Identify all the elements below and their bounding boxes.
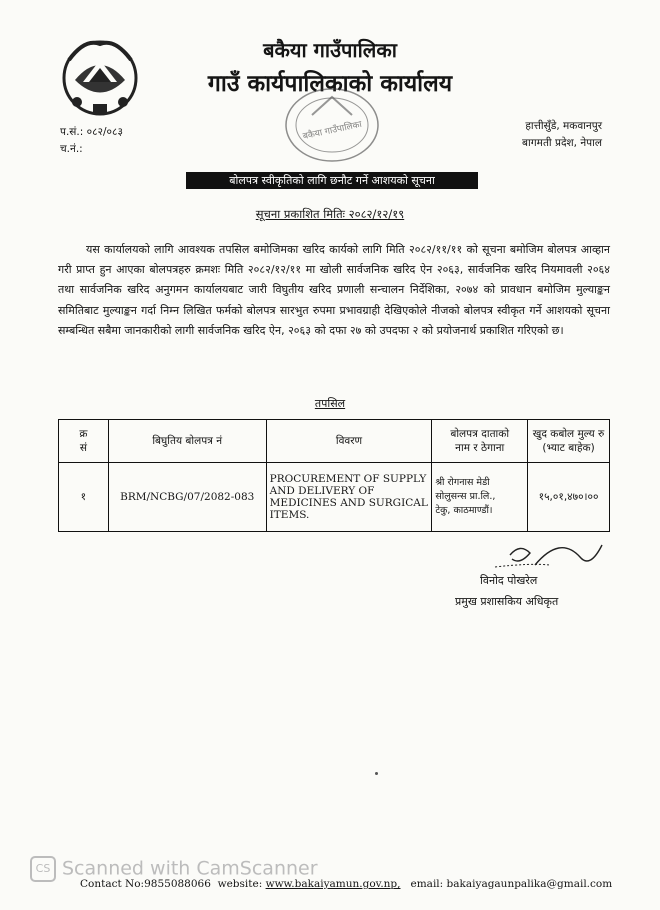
office-stamp (282, 85, 382, 165)
municipality-name: बकैया गाउँपालिका (263, 38, 397, 62)
footer-email[interactable]: bakaiyagaunpalika@gmail.com (446, 878, 613, 890)
watermark-text: Scanned with CamScanner (62, 857, 318, 880)
footer-phone: 9855088066 (144, 878, 211, 890)
cell-description: PROCUREMENT OF SUPPLY AND DELIVERY OF MEDICINES AND SURGICAL ITEMS. (266, 463, 432, 532)
camscanner-icon: CS (30, 856, 56, 882)
reference-number: प.सं.: ०८२/०८३ (60, 126, 123, 138)
notice-banner: बोलपत्र स्वीकृतिको लागि छनौट गर्ने आशयको सूचना (186, 172, 478, 189)
col-amount: खुद कबोल मुल्य रु (भ्याट बाहेक) (528, 420, 610, 463)
signatory-title: प्रमुख प्रशासकिय अधिकृत (455, 595, 559, 608)
svg-text:बकैया गाउँपालिका: बकैया गाउँपालिका (302, 119, 363, 143)
reference-block (60, 124, 123, 158)
address-line-1: हात्तीसुँडे, मकवानपुर (525, 120, 602, 132)
cell-bidder: श्री रोगनास मेडी सोलुसन्स प्रा.लि., टेकु, काठमाण्डौं। (432, 463, 528, 532)
address-line-2: बागमती प्रदेश, नेपाल (522, 137, 602, 149)
table-header-row (59, 420, 610, 463)
table-row (59, 463, 610, 532)
col-bidder: बोलपत्र दाताको नाम र ठेगाना (432, 420, 528, 463)
office-name: गाउँ कार्यपालिकाको कार्यालय (207, 70, 453, 97)
col-bid-no: बिघुतिय बोलपत्र नं (108, 420, 266, 463)
signatory-name: विनोद पोखरेल (480, 574, 538, 587)
details-heading (0, 396, 660, 411)
notice-body: यस कार्यालयको लागि आवश्यक तपसिल बमोजिमका खरिद कार्यको लागि मिति २०८२/११/११ को सूचना बमोजिम बोलपत्र आव्हान गरी प्राप्त हुन आएका बोलपत्रहरु क्रमशः मिति २०८२/१२/११ मा खोली सार्वजनिक खरिद ऐन २०६३, सार्वजनिक खरिद नियमावली २०६४ तथा सार्वजनिक खरिद अनुगमन कार्यालयबाट जारी विघुतीय खरिद प्रणाली सन्चालन निर्देशिका, २०७४ को प्रावधान बमोजिम मुल्याङ्कन समितिबाट मुल्याङ्कन गर्दा निम्न लिखित फर्मको बोलपत्र सारभुत रुपमा प्रभावग्राही देखिएकोले नीजको बोलपत्र स्वीकृत गर्ने आशयको सूचना सम्बन्धित सबैमा जानकारीको लागी सार्वजनिक खरिद ऐन, २०६३ को दफा २७ को उपदफा २ को प्रयोजनार्थ प्रकाशित गरिएको छ। (58, 243, 610, 337)
col-sn: क्र सं (59, 420, 109, 463)
published-date (0, 207, 660, 222)
dispatch-number: च.नं.: (60, 143, 83, 155)
cell-sn: १ (59, 463, 109, 532)
details-heading-text: तपसिल (314, 397, 346, 410)
address-block (522, 118, 602, 152)
cell-bid-no: BRM/NCBG/07/2082-083 (108, 463, 266, 532)
col-description: विवरण (266, 420, 432, 463)
published-date-text: सूचना प्रकाशित मितिः २०८२/१२/१९ (255, 207, 405, 221)
scan-speck (375, 772, 378, 775)
details-table (58, 419, 610, 532)
footer-contact: Contact No:9855088066 website: www.bakaiyamun.gov.np, email: bakaiyagaunpalika@gmail.com (80, 878, 613, 890)
footer-website-link[interactable]: www.bakaiyamun.gov.np, (265, 878, 401, 890)
cell-amount: १५,०१,४७०।०० (528, 463, 610, 532)
